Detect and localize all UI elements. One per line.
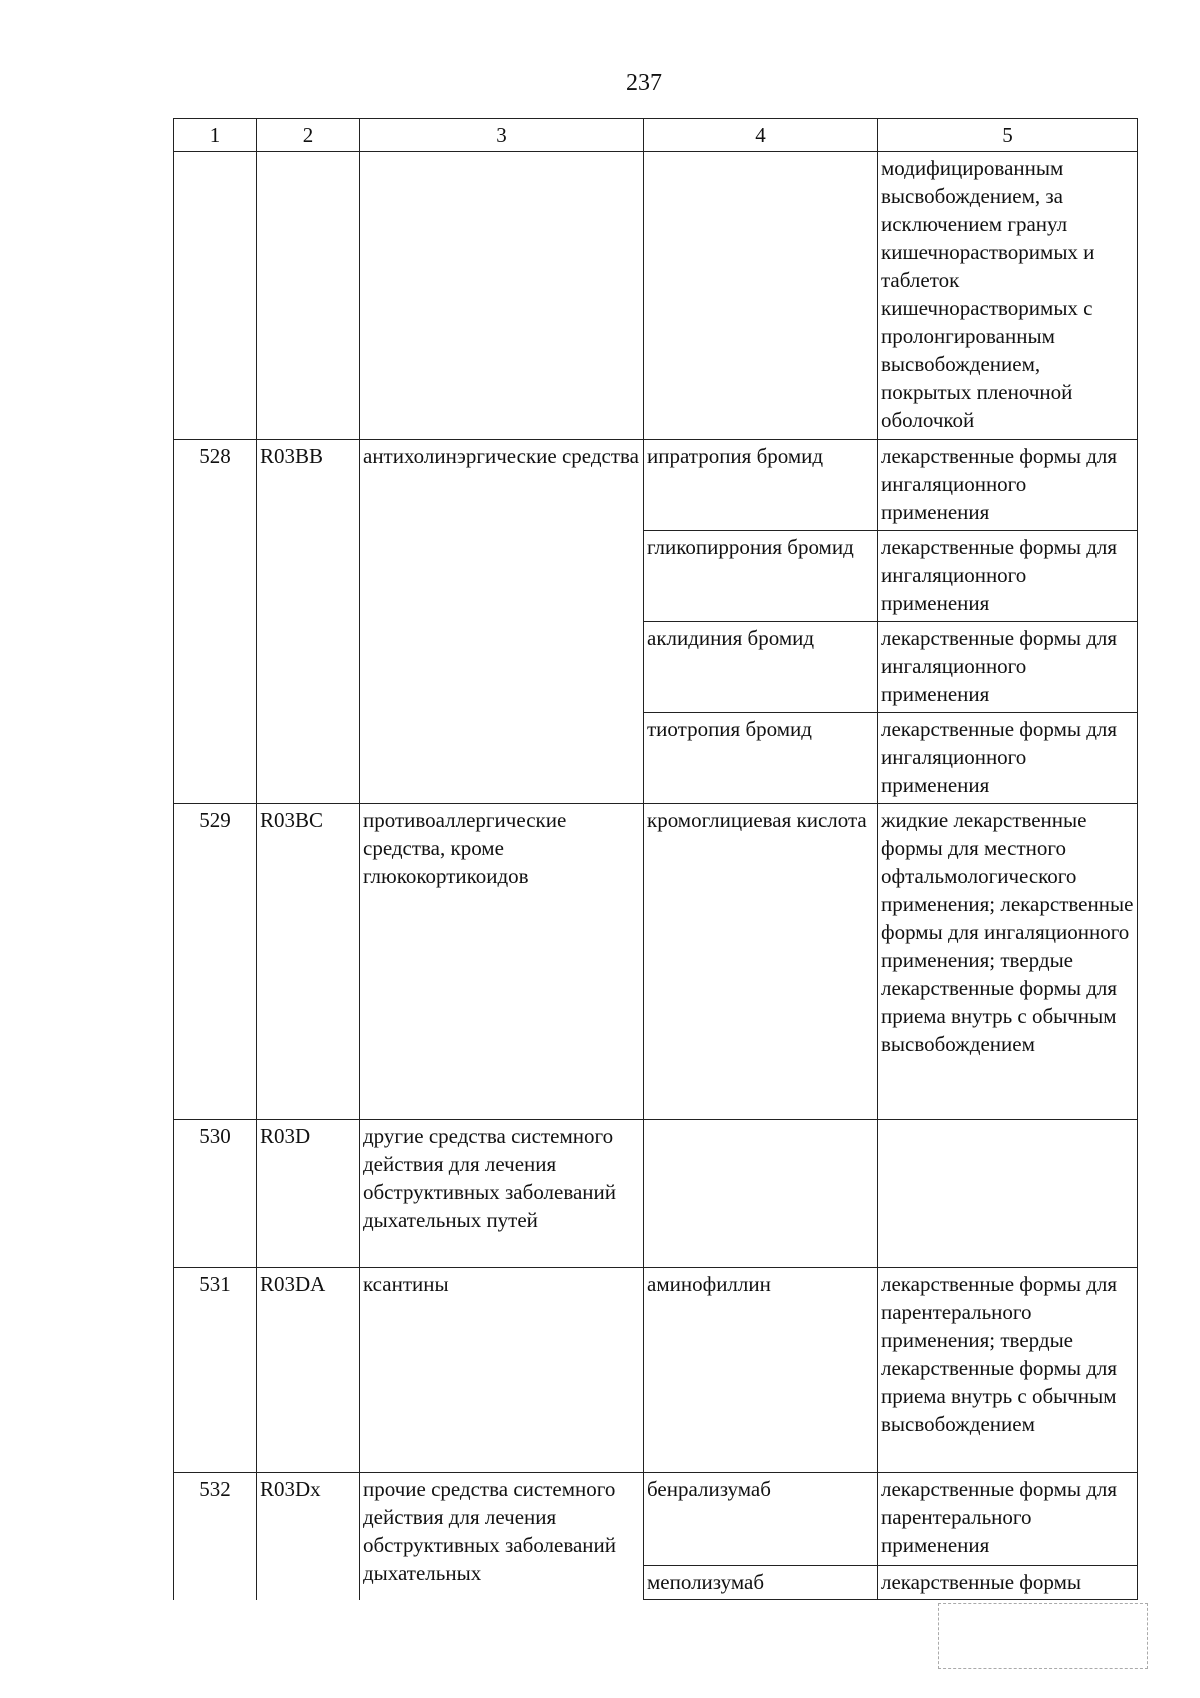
cell-form: лекарственные формы для ингаляционного применения (878, 713, 1138, 804)
cell-form: лекарственные формы для ингаляционного применения (878, 622, 1138, 713)
cell-group: другие средства системного действия для лечения обструктивных заболеваний дыхательных путей (360, 1120, 644, 1268)
table-row-528 (174, 440, 1138, 531)
cell-drug: меполизумаб (644, 1566, 878, 1600)
table-row-529 (174, 804, 1138, 1120)
table-row-532 (174, 1473, 1138, 1566)
page-number: 237 (626, 70, 662, 96)
drug-list-table (173, 118, 1138, 1600)
header-col-4: 4 (644, 119, 878, 152)
cell-num (174, 152, 257, 440)
cell-num: 532 (174, 1473, 257, 1600)
cell-group: противоаллергические средства, кроме глюкокортикоидов (360, 804, 644, 1120)
cell-num: 529 (174, 804, 257, 1120)
cell-drug: аклидиния бромид (644, 622, 878, 713)
cell-drug: кромоглициевая кислота (644, 804, 878, 1120)
table-header-row (174, 119, 1138, 152)
cell-drug: гликопиррония бромид (644, 531, 878, 622)
cell-form: лекарственные формы (878, 1566, 1138, 1600)
cell-form: модифицированным высвобождением, за исключением гранул кишечнорастворимых и таблеток кишечнорастворимых с пролонгированным высвобождением, покрытых пленочной оболочкой (878, 152, 1138, 440)
cell-drug (644, 1120, 878, 1268)
cell-code: R03Dx (257, 1473, 360, 1600)
cell-drug: тиотропия бромид (644, 713, 878, 804)
cell-code (257, 152, 360, 440)
cell-form: лекарственные формы для ингаляционного применения (878, 440, 1138, 531)
cell-form: лекарственные формы для парентерального применения (878, 1473, 1138, 1566)
cell-drug: бенрализумаб (644, 1473, 878, 1566)
cell-form: лекарственные формы для ингаляционного применения (878, 531, 1138, 622)
cell-num: 531 (174, 1268, 257, 1473)
cell-code: R03BC (257, 804, 360, 1120)
cell-group (360, 152, 644, 440)
cell-form (878, 1120, 1138, 1268)
cell-code: R03D (257, 1120, 360, 1268)
header-col-1: 1 (174, 119, 257, 152)
table-row-continuation (174, 152, 1138, 440)
cell-code: R03DA (257, 1268, 360, 1473)
cell-code: R03BB (257, 440, 360, 804)
header-col-5: 5 (878, 119, 1138, 152)
table-row-530 (174, 1120, 1138, 1268)
cell-drug (644, 152, 878, 440)
stamp (938, 1603, 1148, 1669)
table-row-531 (174, 1268, 1138, 1473)
cell-group: ксантины (360, 1268, 644, 1473)
cell-drug: ипратропия бромид (644, 440, 878, 531)
cell-num: 528 (174, 440, 257, 804)
cell-group: прочие средства системного действия для лечения обструктивных заболеваний дыхательных (360, 1473, 644, 1600)
header-col-2: 2 (257, 119, 360, 152)
cell-form: лекарственные формы для парентерального применения; твердые лекарственные формы для приема внутрь с обычным высвобождением (878, 1268, 1138, 1473)
cell-num: 530 (174, 1120, 257, 1268)
cell-drug: аминофиллин (644, 1268, 878, 1473)
cell-group: антихолинэргические средства (360, 440, 644, 804)
header-col-3: 3 (360, 119, 644, 152)
cell-form: жидкие лекарственные формы для местного офтальмологического применения; лекарственные формы для ингаляционного применения; твердые лекарственные формы для приема внутрь с обычным высвобождением (878, 804, 1138, 1120)
